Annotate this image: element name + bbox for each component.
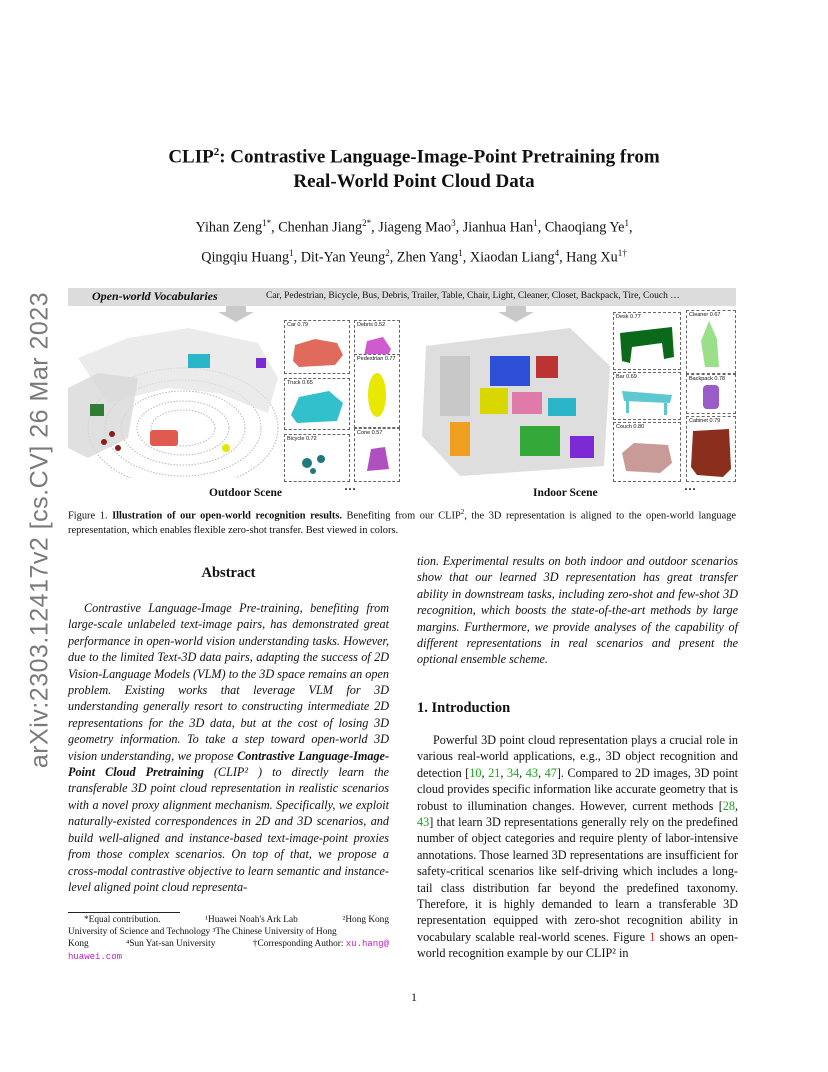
outdoor-tile-bicycle: Bicycle 0.72 (284, 434, 350, 482)
arxiv-identifier: arXiv:2303.12417v2 [cs.CV] 26 Mar 2023 (25, 291, 54, 769)
citation-link[interactable]: 34 (506, 765, 520, 780)
citation-link[interactable]: 28 (722, 798, 735, 813)
author-name: , Hang Xu (559, 249, 618, 266)
desk-icon (614, 313, 680, 369)
vocabulary-title: Open-world Vocabularies (92, 289, 218, 303)
indoor-tile-bar: Bar 0.69 (613, 372, 681, 420)
vocabulary-list: Car, Pedestrian, Bicycle, Bus, Debris, Trailer, Table, Chair, Light, Cleaner, Closet, Backpack, Tire, Couch … (266, 291, 680, 301)
outdoor-tile-car: Car 0.79 (284, 320, 350, 374)
outdoor-tile-cone: Cone 0.57 (354, 428, 400, 482)
outdoor-tile-debris: Debris 0.52 (354, 320, 400, 372)
page-number: 1 (411, 990, 417, 1004)
author-affiliation-mark: 4 (554, 247, 560, 258)
author-name: , Zhen Yang (389, 249, 459, 266)
abstract-text: Contrastive Language-Image Pre-training, benefiting from large-scale unlabeled text-image pairs, has demonstrated great performance in open-world vision understanding tasks. However, due to the limited Text-3D data pairs, adapting the success of 2D Vision-Language Models (VLM) to the 3D space remains an open problem. Existing works that leverage VLM for 3D understanding generally resort to constructing intermediate 2D representations for the 3D data, but at the cost of losing 3D geometry information. To take a step toward open-world 3D vision understanding, we propose Contrastive Language-Image-Point Cloud Pretraining (CLIP² ) to directly learn the transferable 3D point cloud representation in realistic scenarios with a novel proxy alignment mechanism. Specifically, we exploit naturally-existed correspondences in 2D and 3D scenarios, and build well-aligned and instance-based text-image-point proxies from those complex scenarios. On top of that, we propose a cross-modal contrastive objective to learn semantic and instance-level aligned point cloud representa- (68, 601, 390, 894)
email-link-cont[interactable]: huawei.com (68, 951, 123, 962)
abstract-heading: Abstract (201, 565, 256, 581)
indoor-tile-desk: Desk 0.77 (613, 312, 681, 370)
author-name: , Jiageng Mao (371, 219, 452, 236)
author-affiliation-mark: 2 (385, 247, 390, 258)
couch-icon (614, 423, 680, 481)
outdoor-point-cloud (68, 318, 283, 478)
truck-icon (285, 379, 349, 429)
author-affiliation-mark: 1 (458, 247, 463, 258)
outdoor-tile-truck: Truck 0.65 (284, 378, 350, 430)
indoor-tile-couch: Couch 0.80 (613, 422, 681, 482)
cleaner-icon (687, 311, 735, 373)
cabinet-icon (687, 417, 735, 481)
citation-link[interactable]: 47 (544, 765, 557, 780)
indoor-point-cloud (420, 326, 612, 478)
outdoor-tile-pedestrian: Pedestrian 0.77 (354, 354, 400, 428)
pedestrian-icon (355, 355, 399, 427)
author-name: Yihan Zeng (195, 219, 263, 236)
car-icon (285, 321, 349, 373)
citation-link[interactable]: 10 (469, 765, 482, 780)
author-affiliation-mark: 3 (451, 218, 456, 228)
author-affiliation-mark: 1 (624, 218, 629, 228)
method-name: Contrastive Language-Image-Point Cloud Pretraining (68, 748, 390, 780)
cone-icon (355, 429, 399, 481)
figure-ref-link[interactable]: 1 (649, 929, 656, 944)
indoor-tile-backpack: Backpack 0.78 (686, 374, 736, 414)
indoor-tile-cleaner: Cleaner 0.67 (686, 310, 736, 374)
outdoor-more: … (344, 479, 356, 493)
citation-link[interactable]: 43 (525, 765, 538, 780)
author-name: , Xiaodan Liang (462, 249, 555, 266)
indoor-more: … (684, 479, 696, 493)
paper-title: CLIP$^2$: Contrastive Language-Image-Point Pretraining from Real-World Point Cloud Data (168, 146, 660, 193)
figure-1 (68, 288, 736, 500)
author-name: , Chenhan Jiang (271, 219, 363, 236)
footnote-rule (68, 912, 180, 913)
author-affiliation-mark: 2* (362, 218, 372, 228)
citation-group: 10, 21, 34, 43, 47 (469, 765, 557, 780)
author-affiliation-mark: 1* (262, 218, 272, 228)
author-name: Qingqiu Huang (201, 249, 290, 266)
author-line-1 (100, 211, 728, 241)
author-name: , (628, 219, 633, 236)
introduction-text: Powerful 3D point cloud representation plays a crucial role in various real-world applications, e.g., 3D object recognition and detection [10, 21, 34, 43, 47]. Compared to 2D images, 3D point cloud provides specific information like accurate geometry that is robust to illumination changes. However, current methods [28, 43] that learn 3D representations generally rely on the predefined number of object categories and require plenty of labor-intensive annotations. Those learned 3D representations are insufficient for safety-critical scenarios like self-driving which includes a long-tail class distribution far beyond the predefined taxonomy. Therefore, it is highly demanded to learn a transferable 3D representation equipped with zero-shot recognition ability in vocabulary scalable real-world scenes. Figure 1 shows an open-world recognition example by our CLIP² in (417, 733, 739, 961)
outdoor-scene-label: Outdoor Scene (209, 487, 282, 499)
author-affiliation-mark: 1† (617, 247, 627, 258)
introduction-heading: 1. Introduction (417, 700, 511, 716)
citation-link[interactable]: 21 (488, 765, 501, 780)
email-link[interactable]: xu.hang@ (345, 939, 389, 950)
citation-group: 28, 43 (417, 798, 738, 830)
author-name: , Jianhua Han (455, 219, 534, 236)
indoor-scene-label: Indoor Scene (533, 487, 598, 499)
author-line-2 (100, 241, 728, 271)
figure-caption: Figure 1. Illustration of our open-world recognition results. Benefiting from our CLIP$^2$, the 3D representation is aligned to the open-world language representation, which enables flexible zero-shot transfer. Best viewed in colors. (68, 508, 737, 536)
author-name: , Dit-Yan Yeung (293, 249, 386, 266)
author-list (100, 211, 728, 270)
author-affiliation-mark: 1 (533, 218, 538, 228)
author-affiliation-mark: 1 (289, 247, 294, 258)
author-name: , Chaoqiang Ye (537, 219, 625, 236)
indoor-tile-cabinet: Cabinet 0.79 (686, 416, 736, 482)
citation-link[interactable]: 43 (417, 815, 430, 830)
vocabulary-bar (68, 288, 736, 306)
footnotes: *Equal contribution. ¹Huawei Noah's Ark Lab ²Hong Kong University of Science and Technology ³The Chinese University of Hong Kong ⁴Sun Yat-san University †Corresponding Author: xu.hang@ huawei.com (68, 915, 389, 962)
abstract-text-continued: tion. Experimental results on both indoor and outdoor scenarios show that our learned 3D representation has great transfer ability in downstream tasks, including zero-shot and few-shot 3D recognition, which boosts the state-of-the-art methods by large margins. Furthermore, we provide analyses of the capability of different representations in real scenarios and present the optional ensemble scheme. (417, 554, 738, 667)
